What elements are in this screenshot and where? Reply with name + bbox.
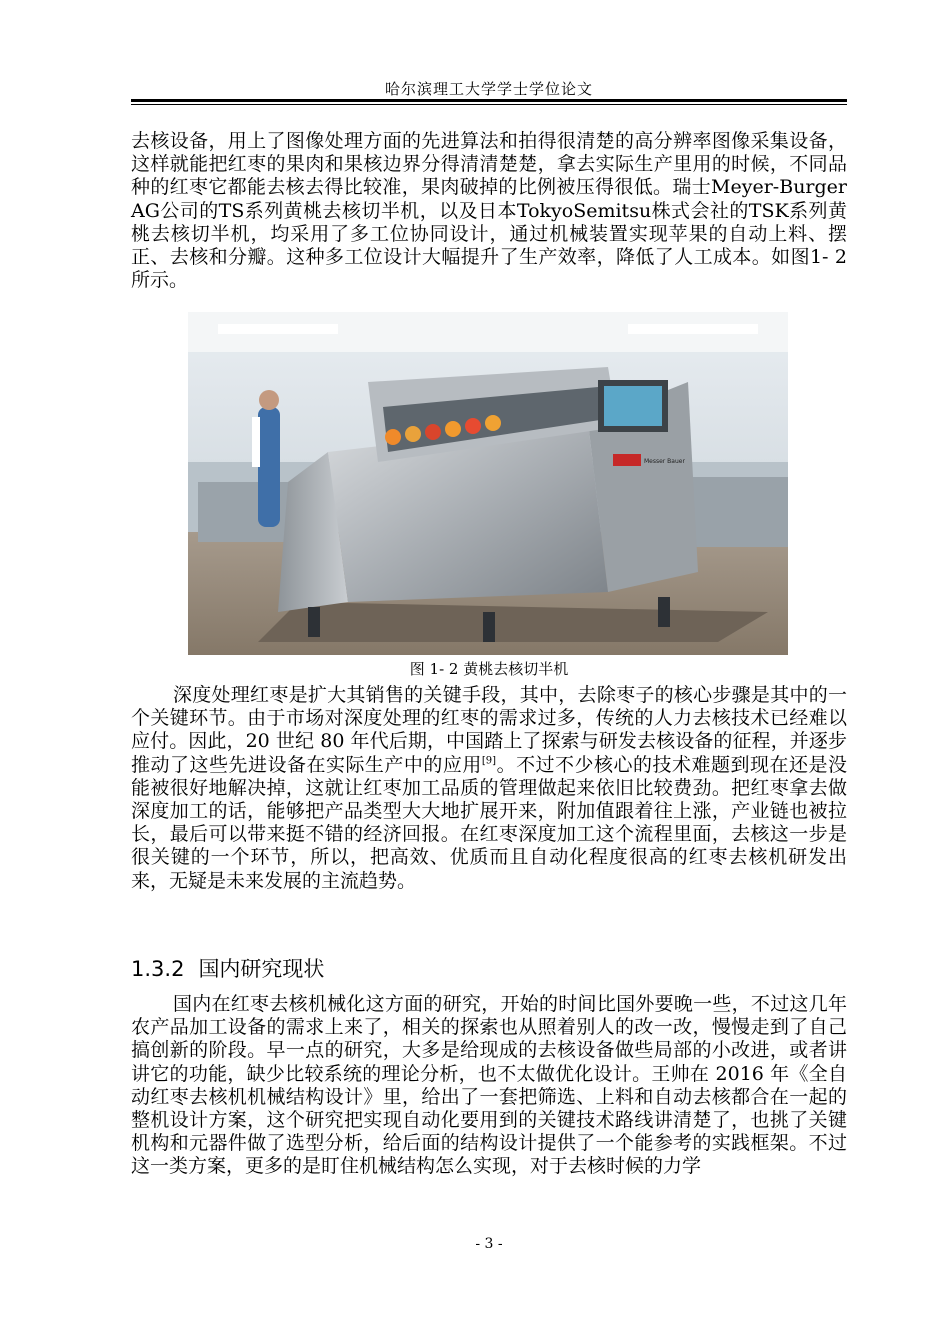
section-number: 1.3.2 bbox=[131, 957, 185, 981]
figure-caption: 图 1- 2 黄桃去核切半机 bbox=[409, 660, 569, 678]
running-header: 哈尔滨理工大学学士学位论文 bbox=[384, 80, 593, 98]
paragraph-3-text: 国内在红枣去核机械化这方面的研究，开始的时间比国外要晚一些，不过这几年农产品加工设备的需求上来了，相关的探索也从照着别人的改一改，慢慢走到了自己搞创新的阶段。早一点的研究，大多是给现成的去核设备做些局部的小改进，或者讲讲它的功能，缺少比较系统的理论分析，也不太做优化设计。王帅在 2016 年《全自动红枣去核机机械结构设计》里，给出了一套把筛选、上料和自动去核都合在一起的整机设计方案，这个研究把实现自动化要用到的关键技术路线讲清楚了，也挑了关键机构和元器件做了选型分析，给后面的结构设计提供了一个能参考的实践框架。不过这一类方案，更多的是盯住机械结构怎么实现，对于去核时候的力学 bbox=[131, 993, 847, 1178]
paragraph-1-text: 去核设备，用上了图像处理方面的先进算法和拍得很清楚的高分辨率图像采集设备，这样就能把红枣的果肉和果核边界分得清清楚楚，拿去实际生产里用的时候，不同品种的红枣它都能去核去得比较准，果肉破掉的比例被压得很低。瑞士Meyer-Burger AG公司的TS系列黄桃去核切半机，以及日本TokyoSemitsu株式会社的TSK系列黄桃去核切半机，均采用了多工位协同设计，通过机械装置实现苹果的自动上料、摆正、去核和分瓣。这种多工位设计大幅提升了生产效率，降低了人工成本。如图1- 2所示。 bbox=[131, 130, 847, 292]
paragraph-3 bbox=[131, 993, 847, 1179]
citation-9[interactable]: [9] bbox=[481, 755, 497, 767]
header-rule-thick bbox=[131, 99, 847, 102]
paragraph-2-text-a: 深度处理红枣是扩大其销售的关键手段，其中，去除枣子的核心步骤是其中的一个关键环节。由于市场对深度处理的红枣的需求过多，传统的人力去核技术已经难以应付。因此，20 世纪 80 年代后期，中国踏上了探索与研发去核设备的征程，并逐步推动了这些先进设备在实际生产中的应用 bbox=[131, 684, 847, 776]
page-number: - 3 - bbox=[475, 1236, 503, 1252]
header-rule-thin bbox=[131, 104, 847, 105]
section-title: 国内研究现状 bbox=[198, 957, 325, 981]
figure-peach-pitting-machine bbox=[188, 312, 788, 655]
machine-photo bbox=[188, 312, 788, 655]
section-heading bbox=[131, 953, 324, 983]
paragraph-1 bbox=[131, 130, 847, 292]
paragraph-2-text-b: 。不过不少核心的技术难题到现在还是没能被很好地解决掉，这就让红枣加工品质的管理做起来依旧比较费劲。把红枣拿去做深度加工的话，能够把产品类型大大地扩展开来，附加值跟着往上涨，产业链也被拉长，最后可以带来挺不错的经济回报。在红枣深度加工这个流程里面，去核这一步是很关键的一个环节，所以，把高效、优质而且自动化程度很高的红枣去核机研发出来，无疑是未来发展的主流趋势。 bbox=[131, 753, 847, 892]
paragraph-2 bbox=[131, 684, 847, 893]
machine-label: Messer Bauer bbox=[644, 458, 685, 465]
